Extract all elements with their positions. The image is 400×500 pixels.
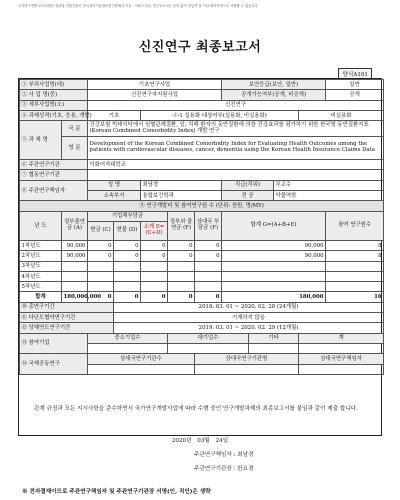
submission-date <box>18 437 382 446</box>
budget-total-cash: 0 <box>88 292 114 302</box>
disclaimer-notice: 국가연구개발 보고서원문 성과물 전담기관인 한국과학기술정보연구원에서 가공ㆍ서비스 하는 연구보고서는 동의 없이 상업적 및 기타 영리목적으로 사용할 수 없습니다. <box>18 4 259 8</box>
budget-section-header <box>20 201 384 211</box>
project-label: ② 사 업 명(중) <box>20 90 88 100</box>
budget-total-other: 0 <box>195 292 222 302</box>
row-project <box>20 90 384 100</box>
intl-partner: 상대국연구책임자 <box>299 354 384 364</box>
row-joint <box>20 170 384 180</box>
pi-signature-label: 주관연구책임자 : <box>194 452 236 458</box>
budget-sub: 0 <box>141 251 168 261</box>
row-subproject <box>20 100 384 110</box>
row-class <box>20 110 384 120</box>
date-day: 24일 <box>215 438 229 444</box>
participants-etc: 기타 <box>249 333 299 343</box>
budget-col-inkind: 현물 (D) <box>114 221 141 240</box>
pi-major: 약물역학 <box>274 191 384 201</box>
budget-sum: 90,000 <box>222 251 326 261</box>
task-title-en-label: 영 문 <box>62 137 88 160</box>
budget-total-sub: 0 <box>141 292 168 302</box>
budget-total-people: 16 <box>326 292 384 302</box>
report-table <box>19 79 384 375</box>
joint-value <box>88 170 384 180</box>
budget-year: 4차년도 <box>20 271 62 281</box>
row-institution <box>20 160 384 170</box>
disclosure-label: 공개가능여부(공개, 비공개) <box>222 90 326 100</box>
budget-year: 5차년도 <box>20 282 62 292</box>
budget-cash: 0 <box>88 251 114 261</box>
budget-other: 0 <box>195 240 222 250</box>
pi-position: 부교수 <box>274 180 384 190</box>
intl-label: ⑭ 국제공동연구 <box>20 354 88 375</box>
program-label: ① 부처사업명(대) <box>20 80 88 90</box>
current-period-value: 2019. 03. 01 ~ 2020. 02. 29 (12개월) <box>114 323 384 333</box>
budget-other: 0 <box>195 251 222 261</box>
budget-col-other: 상대국 부담금 (F) <box>195 211 222 240</box>
task-title-en: Development of the Korean Combined Comorbidity Index for Evaluating Health Outcomes among the patients with cardiovascular diseases, cancer, dementia using the Korean Health Insurance Claims Data <box>88 137 384 160</box>
budget-local: 0 <box>168 240 195 250</box>
row-multi-period <box>20 313 384 323</box>
budget-gov: 90,000 <box>62 251 88 261</box>
subproject-value: 신진연구 <box>88 100 384 110</box>
budget-sub: 0 <box>141 240 168 250</box>
budget-gov <box>62 282 88 292</box>
budget-inkind: 0 <box>114 251 141 261</box>
budget-total-row <box>20 292 384 302</box>
row-current-period <box>20 323 384 333</box>
institution-label: ⑥ 주관연구기관 <box>20 160 88 170</box>
participants-label: ⑬ 참여기업 <box>20 333 88 354</box>
pi-name: 최남경 <box>141 180 222 190</box>
class-value: 기초 <box>88 110 141 120</box>
project-value: 신진연구자지원사업 <box>88 90 222 100</box>
program-value: 기초연구사업 <box>88 80 222 90</box>
head-signature <box>18 465 382 474</box>
participants-mid: 대기업수 <box>168 333 249 343</box>
pi-signature-name: 최남경 <box>237 452 254 458</box>
pi-signature <box>18 451 382 460</box>
budget-total-local: 0 <box>168 292 195 302</box>
security-label: 보안등급(보안, 일반) <box>222 80 326 90</box>
class-detail: ④-1 실용화 대상여부(실용화, 비실용화) <box>141 110 299 120</box>
task-title-label: ⑤ 과 제 명 <box>20 121 62 160</box>
class-detail-value: 비실용화 <box>299 110 384 120</box>
date-year: 2020년 <box>171 438 192 444</box>
budget-row <box>20 271 384 281</box>
budget-row <box>20 282 384 292</box>
budget-cash: 0 <box>88 240 114 250</box>
head-signature-name: 한요경 <box>237 466 254 472</box>
budget-inkind: 0 <box>114 240 141 250</box>
disclosure-value: 공개 <box>326 90 384 100</box>
current-period-label: ⑫ 당해연도연구기간 <box>20 323 114 333</box>
head-signature-label: 주관연구기관장 : <box>194 466 236 472</box>
row-title-ko <box>20 121 384 137</box>
pi-dept: 융합보건학과 <box>141 191 222 201</box>
form-number: 양식A101 <box>338 68 372 80</box>
institution-value: 이화여자대학교 <box>88 160 384 170</box>
budget-year: 1차년도 <box>20 240 62 250</box>
multi-period-value: 기재하지 않음 <box>114 313 384 323</box>
page-title: 신진연구 최종보고서 <box>138 40 262 55</box>
budget-total-inkind: 0 <box>114 292 141 302</box>
budget-col-year: 년 도 <box>20 211 62 240</box>
budget-header: ⑨ 연구개발비 및 참여연구원 수 (단위: 천원, 명/MY) <box>20 201 384 211</box>
budget-year: 3차년도 <box>20 261 62 271</box>
row-title-en <box>20 137 384 160</box>
pi-label: ⑧ 주관연구책임자 <box>20 180 88 201</box>
pi-major-label: 전 공 <box>222 191 274 201</box>
class-label: ④ 과제성격(기초, 응용, 개발) <box>20 110 88 120</box>
budget-col-corp: 기업체부담금 <box>88 211 168 221</box>
budget-gov: 90,000 <box>62 240 88 250</box>
total-period-value: 2018. 03. 01 ~ 2020. 02. 28 (24개월) <box>114 302 384 312</box>
budget-col-cash: 현금 (C) <box>88 221 114 240</box>
intl-org: 상대국연구기관명 <box>195 354 299 364</box>
budget-people: 8 <box>326 240 384 250</box>
participants-sum: 계 <box>299 333 384 343</box>
budget-people: 8 <box>326 251 384 261</box>
budget-row <box>20 240 384 250</box>
row-participants-head <box>20 333 384 343</box>
budget-sum: 90,000 <box>222 240 326 250</box>
joint-label: ⑦ 협동연구기관 <box>20 170 88 180</box>
pi-position-label: 직급(직위) <box>222 180 274 190</box>
declaration: 관계 규정과 모든 지시사항을 준수하면서 국가연구개발사업에 따라 수행 중인 연구개발과제의 최종보고서를 붙임과 같이 제출 합니다. <box>34 406 358 412</box>
budget-col-people: 참여 연구원수 <box>326 211 384 240</box>
budget-local: 0 <box>168 251 195 261</box>
budget-total-label: 합계 <box>20 292 62 302</box>
budget-row <box>20 251 384 261</box>
budget-total-gov: 180,000,000 <box>62 292 88 302</box>
budget-col-subtotal: 소계 E=(C+D) <box>141 221 168 240</box>
budget-col-gov: 정부출연금 (A) <box>62 211 88 240</box>
task-title-ko-label: 국 문 <box>62 121 88 137</box>
budget-row <box>20 261 384 271</box>
footer-note: ※ 전자결재이므로 주관연구책임자 및 주관연구기관장 서명(인, 직인)은 생략 <box>22 489 211 495</box>
budget-gov <box>62 271 88 281</box>
subproject-label: ③ 세부사업명(소) <box>20 100 88 110</box>
row-total-period <box>20 302 384 312</box>
participants-small: 중소기업수 <box>88 333 168 343</box>
row-program <box>20 80 384 90</box>
budget-total-sum: 180,000 <box>222 292 326 302</box>
pi-dept-label: 소속부서 <box>88 191 141 201</box>
pi-name-label: 성 명 <box>88 180 141 190</box>
date-month: 03월 <box>197 438 210 444</box>
intl-country: 상대국연구기관수 <box>88 354 195 364</box>
report-form <box>18 78 382 436</box>
budget-col-local: 정부외 출연금 (F) <box>168 211 195 240</box>
security-value: 일반 <box>326 80 384 90</box>
task-title-ko: 건강보험 빅데이터에서 심혈관계질환, 암, 치매 환자의 동반질환에 의한 건강효과를 평가하기 위한 한국형 동반질환지표(Korean Combined Comorbidity Index) 개발 연구 <box>88 121 384 137</box>
budget-head-1 <box>20 211 384 221</box>
row-pi-1 <box>20 180 384 190</box>
multi-period-label: ⑪ 다년도협약연구기간 <box>20 313 114 323</box>
budget-col-sum: 합계 G=(A+B+E) <box>222 211 326 240</box>
row-intl-head <box>20 354 384 364</box>
budget-gov <box>62 261 88 271</box>
budget-year: 2차년도 <box>20 251 62 261</box>
total-period-label: ⑩ 총연구기간 <box>20 302 114 312</box>
